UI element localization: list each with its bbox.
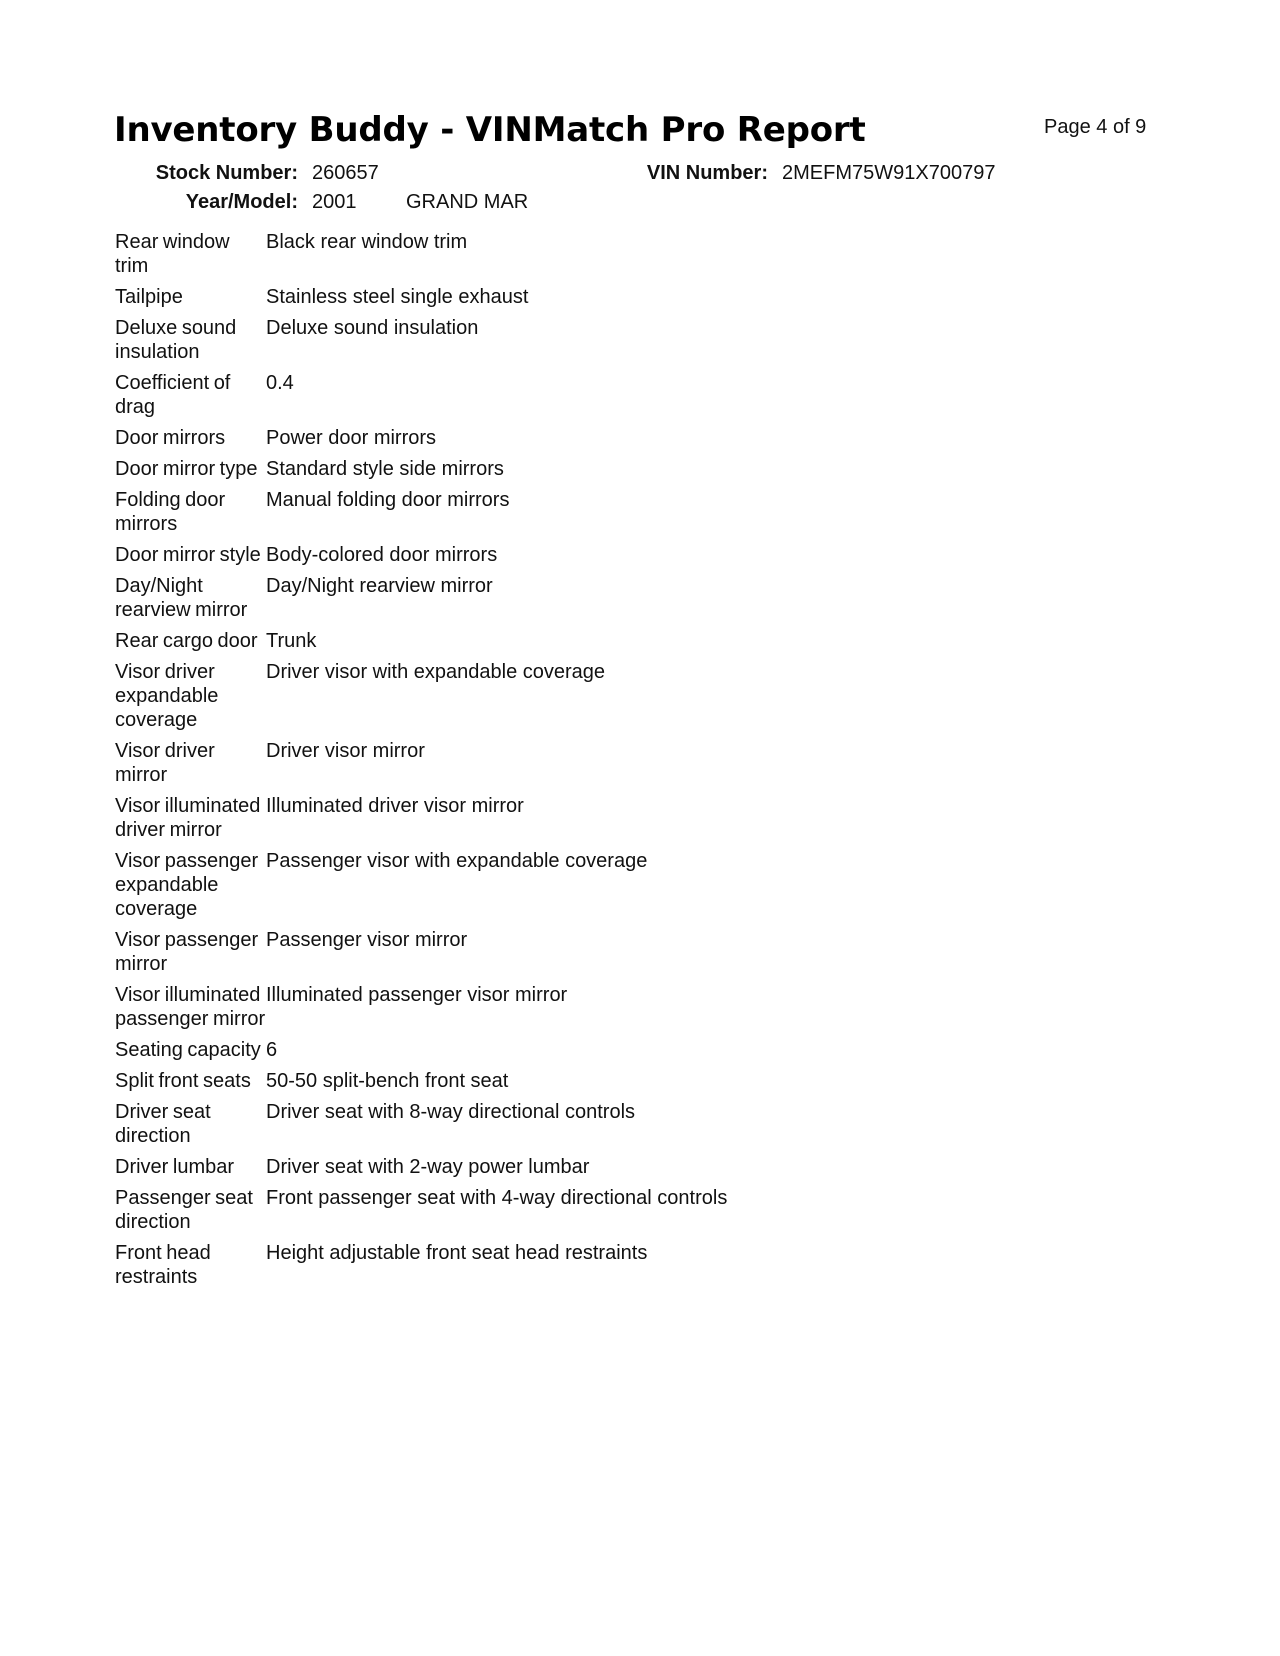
spec-value: Illuminated driver visor mirror <box>266 795 524 817</box>
spec-label: Driver seat direction <box>115 1101 211 1147</box>
spec-row <box>115 1155 975 1179</box>
spec-label: Folding door mirrors <box>115 489 226 535</box>
page-number: Page 4 of 9 <box>1044 116 1147 138</box>
spec-label: Visor driver expandable coverage <box>115 661 219 731</box>
spec-row <box>115 660 975 732</box>
spec-label: Visor driver mirror <box>115 740 215 786</box>
spec-value: Driver visor with expandable coverage <box>266 661 606 683</box>
spec-row <box>115 629 975 653</box>
spec-row <box>115 739 975 787</box>
year-model-label: Year/Model: <box>185 191 298 213</box>
spec-value: Driver seat with 8-way directional controls <box>266 1101 636 1123</box>
spec-value: Front passenger seat with 4-way directional controls <box>266 1187 728 1209</box>
spec-label: Front head restraints <box>115 1242 211 1288</box>
spec-label: Door mirrors <box>115 427 226 449</box>
spec-label: Rear window trim <box>115 231 230 277</box>
spec-row <box>115 849 975 921</box>
spec-value: 6 <box>266 1039 278 1061</box>
spec-label: Tailpipe <box>115 286 183 308</box>
spec-label: Seating capacity <box>115 1039 261 1061</box>
spec-label: Driver lumbar <box>115 1156 235 1178</box>
spec-value: Day/Night rearview mirror <box>266 575 493 597</box>
spec-label: Deluxe sound insulation <box>115 317 237 363</box>
spec-value: Passenger visor mirror <box>266 929 468 951</box>
spec-row <box>115 928 975 976</box>
spec-row <box>115 1186 975 1234</box>
spec-label: Day/Night rearview mirror <box>115 575 248 621</box>
spec-label: Door mirror type <box>115 458 258 480</box>
report-title: Inventory Buddy - VINMatch Pro Report <box>114 110 866 150</box>
spec-label: Passenger seat direction <box>115 1187 253 1233</box>
spec-row <box>115 1241 975 1289</box>
spec-label: Visor illuminated passenger mirror <box>115 984 266 1030</box>
spec-label: Visor passenger mirror <box>115 929 259 975</box>
spec-row <box>115 426 975 450</box>
spec-value: Driver seat with 2-way power lumbar <box>266 1156 590 1178</box>
spec-label: Coefficient of drag <box>115 372 231 418</box>
spec-row <box>115 371 975 419</box>
spec-value: Body-colored door mirrors <box>266 544 498 566</box>
spec-label: Split front seats <box>115 1070 251 1092</box>
spec-row <box>115 574 975 622</box>
spec-row <box>115 1100 975 1148</box>
spec-row <box>115 1069 975 1093</box>
spec-value: Stainless steel single exhaust <box>266 286 529 308</box>
spec-list <box>115 230 975 1296</box>
spec-value: 50-50 split-bench front seat <box>266 1070 509 1092</box>
spec-row <box>115 285 975 309</box>
year-value: 2001 <box>312 191 357 213</box>
spec-value: Height adjustable front seat head restraints <box>266 1242 648 1264</box>
spec-value: 0.4 <box>266 372 294 394</box>
spec-row <box>115 794 975 842</box>
spec-row <box>115 457 975 481</box>
spec-row <box>115 1038 975 1062</box>
spec-value: Black rear window trim <box>266 231 468 253</box>
spec-label: Visor illuminated driver mirror <box>115 795 261 841</box>
vin-label: VIN Number: <box>646 162 768 184</box>
spec-value: Driver visor mirror <box>266 740 425 762</box>
spec-row <box>115 983 975 1031</box>
spec-row <box>115 543 975 567</box>
spec-value: Manual folding door mirrors <box>266 489 510 511</box>
vin-value: 2MEFM75W91X700797 <box>782 162 996 184</box>
spec-value: Standard style side mirrors <box>266 458 504 480</box>
spec-value: Illuminated passenger visor mirror <box>266 984 568 1006</box>
model-value: GRAND MAR <box>406 191 529 213</box>
spec-row <box>115 316 975 364</box>
spec-label: Door mirror style <box>115 544 261 566</box>
spec-value: Power door mirrors <box>266 427 437 449</box>
spec-value: Deluxe sound insulation <box>266 317 479 339</box>
spec-label: Visor passenger expandable coverage <box>115 850 259 920</box>
spec-label: Rear cargo door <box>115 630 258 652</box>
stock-number-label: Stock Number: <box>155 162 298 184</box>
spec-row <box>115 488 975 536</box>
spec-value: Passenger visor with expandable coverage <box>266 850 648 872</box>
spec-row <box>115 230 975 278</box>
spec-value: Trunk <box>266 630 317 652</box>
stock-number-value: 260657 <box>312 162 379 184</box>
